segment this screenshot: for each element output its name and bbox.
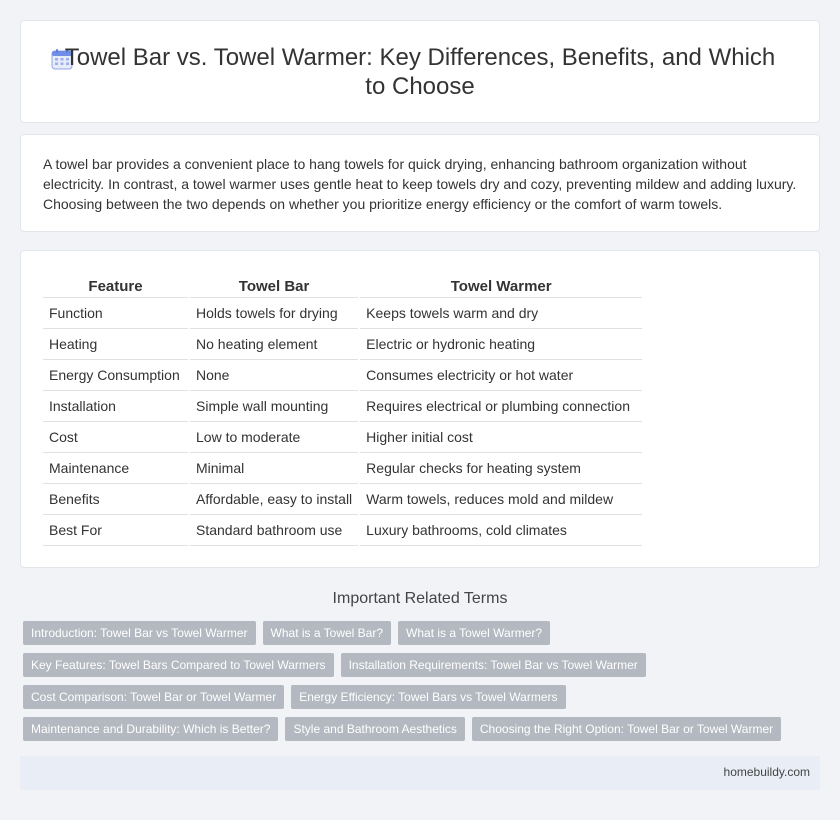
table-cell: Standard bathroom use [190, 515, 358, 546]
tag-row [23, 717, 823, 741]
tag-row [23, 653, 823, 677]
table-cell: Affordable, easy to install [190, 484, 358, 515]
related-term-link[interactable]: Style and Bathroom Aesthetics [285, 717, 464, 741]
column-header-towel-warmer: Towel Warmer [360, 275, 642, 298]
table-cell: Requires electrical or plumbing connection [360, 391, 642, 422]
table-row [43, 329, 642, 360]
table-row [43, 391, 642, 422]
table-header-row [43, 275, 642, 298]
related-terms-heading: Important Related Terms [332, 590, 508, 607]
table-cell: Best For [43, 515, 188, 546]
table-cell: Regular checks for heating system [360, 453, 642, 484]
header-card [20, 20, 820, 123]
table-row [43, 484, 642, 515]
table-cell: Simple wall mounting [190, 391, 358, 422]
column-header-towel-bar: Towel Bar [190, 275, 358, 298]
table-cell: Holds towels for drying [190, 298, 358, 329]
table-cell: Luxury bathrooms, cold climates [360, 515, 642, 546]
tag-row [23, 621, 823, 645]
related-term-link[interactable]: Key Features: Towel Bars Compared to Towel Warmers [23, 653, 334, 677]
table-row [43, 422, 642, 453]
table-row [43, 360, 642, 391]
related-terms-list [23, 621, 823, 749]
related-term-link[interactable]: Installation Requirements: Towel Bar vs Towel Warmer [341, 653, 646, 677]
table-cell: Cost [43, 422, 188, 453]
table-row [43, 515, 642, 546]
intro-paragraph: A towel bar provides a convenient place to hang towels for quick drying, enhancing bathroom organization without electricity. In contrast, a towel warmer uses gentle heat to keep towels dry and cozy, preventing mildew and adding luxury. Choosing between the two depends on whether you prioritize energy efficiency or the comfort of warm towels. [43, 156, 797, 212]
table-cell: Keeps towels warm and dry [360, 298, 642, 329]
footer [20, 756, 820, 790]
table-cell: Heating [43, 329, 188, 360]
table-cell: None [190, 360, 358, 391]
comparison-table [43, 275, 642, 546]
table-cell: Minimal [190, 453, 358, 484]
table-cell: Function [43, 298, 188, 329]
table-cell: Consumes electricity or hot water [360, 360, 642, 391]
table-cell: No heating element [190, 329, 358, 360]
table-cell: Low to moderate [190, 422, 358, 453]
table-row [43, 453, 642, 484]
table-cell: Warm towels, reduces mold and mildew [360, 484, 642, 515]
related-term-link[interactable]: Introduction: Towel Bar vs Towel Warmer [23, 621, 256, 645]
tag-row [23, 685, 823, 709]
table-cell: Higher initial cost [360, 422, 642, 453]
table-cell: Electric or hydronic heating [360, 329, 642, 360]
comparison-card [20, 250, 820, 568]
intro-card [20, 134, 820, 232]
table-row [43, 298, 642, 329]
related-term-link[interactable]: Maintenance and Durability: Which is Better? [23, 717, 278, 741]
table-cell: Benefits [43, 484, 188, 515]
related-term-link[interactable]: Energy Efficiency: Towel Bars vs Towel Warmers [291, 685, 565, 709]
table-cell: Maintenance [43, 453, 188, 484]
related-term-link[interactable]: What is a Towel Warmer? [398, 621, 550, 645]
page-title: Towel Bar vs. Towel Warmer: Key Differences, Benefits, and Which to Choose [64, 44, 776, 100]
table-cell: Energy Consumption [43, 360, 188, 391]
related-term-link[interactable]: Choosing the Right Option: Towel Bar or Towel Warmer [472, 717, 781, 741]
related-term-link[interactable]: What is a Towel Bar? [263, 621, 392, 645]
column-header-feature: Feature [43, 275, 188, 298]
table-cell: Installation [43, 391, 188, 422]
related-term-link[interactable]: Cost Comparison: Towel Bar or Towel Warmer [23, 685, 284, 709]
footer-site-name: homebuildy.com [723, 765, 810, 779]
